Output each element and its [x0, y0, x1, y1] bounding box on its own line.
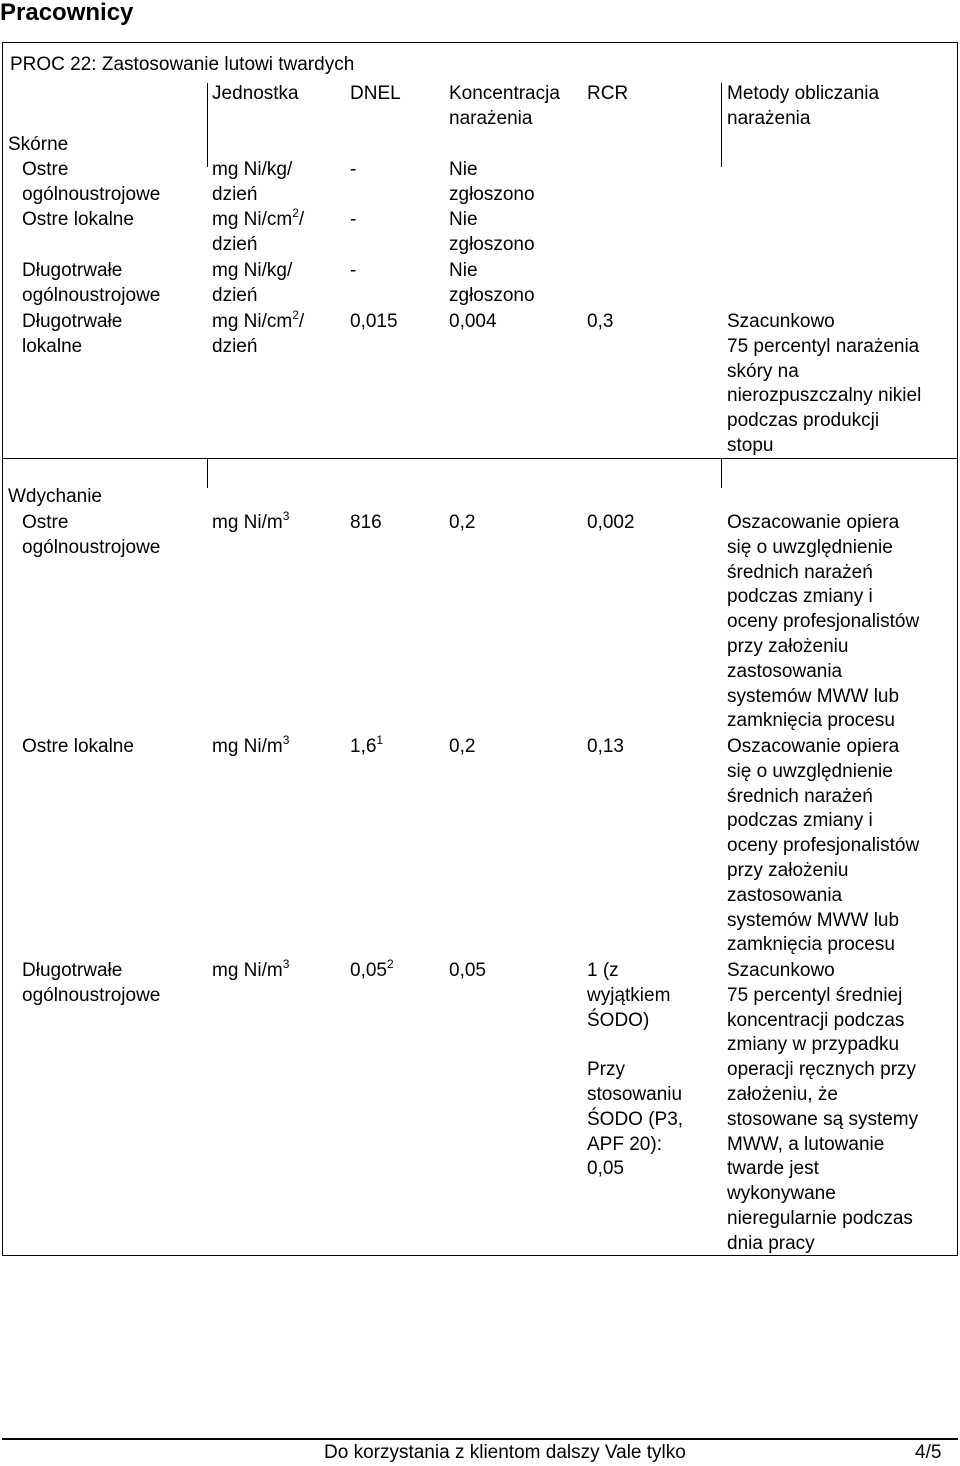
row-method: Oszacowanie opiera się o uwzględnienie średnich narażeń podczas zmiany i oceny profesjonalistów przy założeniu zastosowania systemów MWW lub zamknięcia procesu	[727, 512, 920, 732]
row-name: Długotrwałe ogólnoustrojowe	[22, 960, 161, 1006]
unit-superscript: 3	[282, 508, 290, 523]
unit-text: mg Ni/cm	[212, 311, 293, 332]
header-dnel: DNEL	[350, 83, 401, 104]
row-unit: mg Ni/kg/ dzień	[212, 260, 293, 306]
header-rcr: RCR	[587, 83, 629, 104]
grid-line	[207, 458, 208, 488]
row-method: Oszacowanie opiera się o uwzględnienie średnich narażeń podczas zmiany i oceny profesjonalistów przy założeniu zastosowania systemów MWW lub zamknięcia procesu	[727, 736, 920, 956]
row-unit	[212, 956, 290, 984]
unit-text: mg Ni/m	[212, 736, 283, 757]
row-rcr: 1 (z wyjątkiem ŚODO) Przy stosowaniu ŚODO (P3, APF 20): 0,05	[587, 960, 684, 1180]
unit-text: / dzień	[212, 311, 305, 357]
unit-superscript: 3	[282, 956, 290, 971]
unit-superscript: 2	[292, 205, 299, 220]
header-metody: Metody obliczania narażenia	[727, 83, 880, 129]
footer-text: Do korzystania z klientom dalszy Vale tylko	[324, 1442, 686, 1463]
unit-text: mg Ni/m	[212, 512, 283, 533]
row-unit	[212, 307, 305, 360]
row-unit	[212, 205, 305, 258]
row-unit	[212, 508, 290, 536]
grid-line	[721, 83, 722, 167]
row-method: Szacunkowo 75 percentyl narażenia skóry na nierozpuszczalny nikiel podczas produkcji stopu	[727, 311, 922, 456]
row-unit: mg Ni/kg/ dzień	[212, 159, 293, 205]
grid-line	[207, 83, 208, 167]
unit-text: mg Ni/m	[212, 960, 283, 981]
row-name: Ostre lokalne	[22, 209, 134, 230]
row-unit	[212, 732, 290, 760]
dnel-value: 0,05	[350, 960, 387, 981]
row-dnel	[350, 511, 382, 536]
footnote-marker: 1	[376, 732, 384, 747]
dnel-value: 1,6	[350, 736, 377, 757]
row-name: Długotrwałe lokalne	[22, 311, 123, 357]
unit-text: / dzień	[212, 209, 305, 255]
header-koncentracja: Koncentracja narażenia	[449, 83, 560, 129]
row-name: Długotrwałe ogólnoustrojowe	[22, 260, 161, 306]
row-name: Ostre ogólnoustrojowe	[22, 159, 161, 205]
unit-superscript: 3	[282, 732, 290, 747]
footnote-marker: 2	[386, 956, 394, 971]
row-rcr: 0,13	[587, 736, 624, 757]
header-jednostka: Jednostka	[212, 83, 299, 104]
row-conc: Nie zgłoszono	[449, 159, 535, 205]
row-dnel: -	[350, 260, 357, 281]
row-conc: 0,05	[449, 960, 486, 981]
row-method: Szacunkowo 75 percentyl średniej koncentracji podczas zmiany w przypadku operacji ręcznych przy założeniu, że stosowane są systemy MWW, a lutowanie twarde jest wykonywane nieregularnie podczas dnia pracy	[727, 960, 919, 1254]
section-label-skorne: Skórne	[8, 134, 69, 155]
row-name: Ostre lokalne	[22, 736, 134, 757]
row-conc: Nie zgłoszono	[449, 260, 535, 306]
row-dnel: -	[350, 159, 357, 180]
row-rcr: 0,002	[587, 512, 635, 533]
dnel-value: 816	[350, 512, 382, 533]
row-dnel: 0,015	[350, 311, 398, 332]
row-conc: Nie zgłoszono	[449, 209, 535, 255]
row-conc: 0,2	[449, 512, 476, 533]
row-conc: 0,2	[449, 736, 476, 757]
row-rcr: 0,3	[587, 311, 614, 332]
proc-title: PROC 22: Zastosowanie lutowi twardych	[10, 54, 355, 75]
unit-superscript: 2	[292, 307, 299, 322]
row-name: Ostre ogólnoustrojowe	[22, 512, 161, 558]
grid-line	[721, 458, 722, 488]
page-number: 4/5	[915, 1442, 942, 1463]
row-dnel	[350, 732, 384, 760]
section-label-wdychanie: Wdychanie	[8, 486, 102, 507]
page-title: Pracownicy	[0, 0, 134, 26]
unit-text: mg Ni/cm	[212, 209, 293, 230]
row-conc: 0,004	[449, 311, 497, 332]
row-dnel: -	[350, 209, 357, 230]
row-dnel	[350, 956, 394, 984]
